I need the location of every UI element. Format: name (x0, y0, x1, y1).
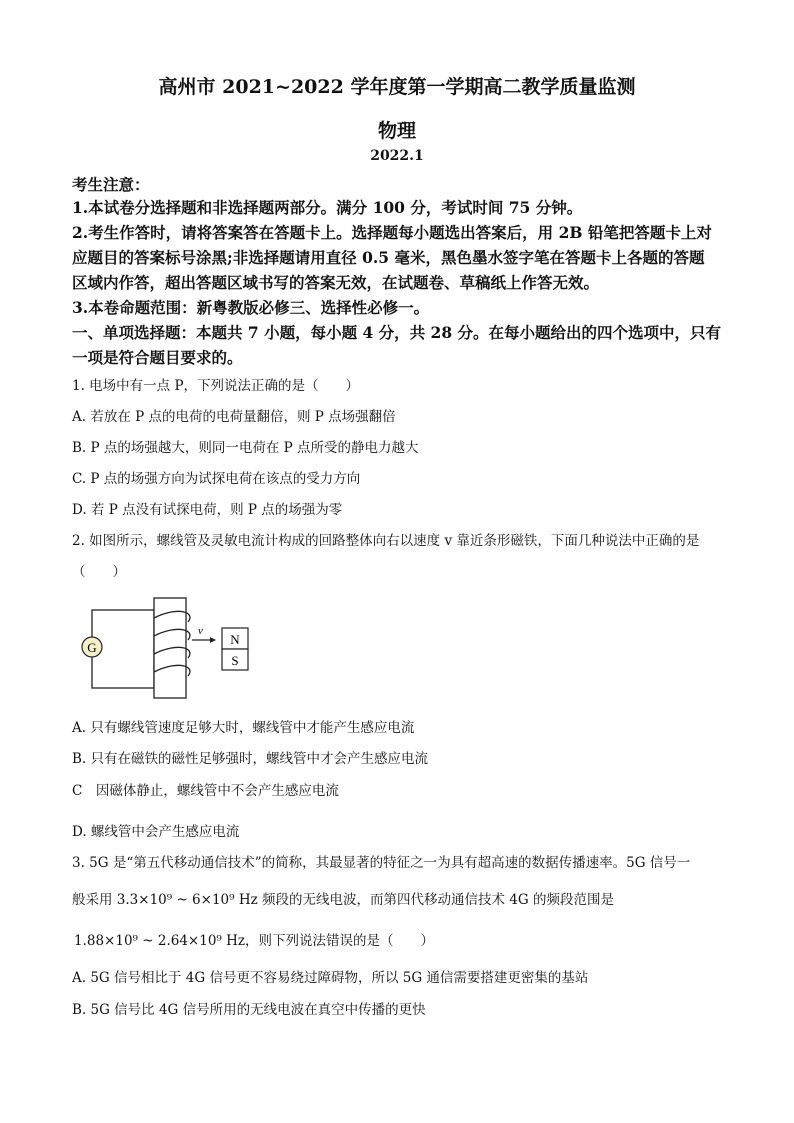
q1-option-c: C. P 点的场强方向为试探电荷在该点的受力方向 (72, 471, 361, 487)
notice-heading: 考生注意： (72, 175, 150, 194)
q2-option-b: B. 只有在磁铁的磁性足够强时，螺线管中才会产生感应电流 (72, 751, 429, 767)
q1-stem: 1. 电场中有一点 P，下列说法正确的是（ ） (72, 378, 360, 394)
q3-option-b: B. 5G 信号比 4G 信号所用的无线电波在真空中传播的更快 (72, 1002, 426, 1018)
q3-option-a: A. 5G 信号相比于 4G 信号更不容易绕过障碍物，所以 5G 通信需要搭建更密集的基站 (72, 970, 589, 986)
notice-line: 2.考生作答时，请将答案答在答题卡上。选择题每小题选出答案后，用 2B 铅笔把答题卡上对 (72, 223, 712, 242)
arrowhead-icon (210, 637, 216, 643)
q2-stem-cont: （ ） (72, 564, 126, 580)
subject-title: 物理 (377, 120, 416, 142)
solenoid-figure (70, 592, 260, 704)
q3-stem-cont: 般采用 3.3×10⁹ ~ 6×10⁹ Hz 频段的无线电波，而第四代移动通信技术 4G 的频段范围是 (72, 892, 614, 908)
q1-option-d: D. 若 P 点没有试探电荷，则 P 点的场强为零 (72, 502, 343, 518)
notice-line: 1.本试卷分选择题和非选择题两部分。满分 100 分，考试时间 75 分钟。 (72, 198, 583, 217)
q3-stem: 3. 5G 是“第五代移动通信技术”的简称，其最显著的特征之一为具有超高速的数据传播速率。5G 信号一 (72, 855, 691, 871)
q2-option-a: A. 只有螺线管速度足够大时，螺线管中才能产生感应电流 (72, 720, 415, 736)
magnet-north-label: N (230, 632, 240, 647)
exam-title: 高州市 2021~2022 学年度第一学期高二教学质量监测 (158, 76, 636, 98)
exam-date: 2022.1 (370, 148, 424, 164)
velocity-label: v (198, 625, 203, 637)
galvanometer-label: G (87, 640, 97, 655)
section-heading: 一、单项选择题：本题共 7 小题，每小题 4 分，共 28 分。在每小题给出的四个选项中，只有 (72, 323, 722, 342)
q2-option-d: D. 螺线管中会产生感应电流 (72, 824, 240, 840)
q2-option-c: C 因磁体静止，螺线管中不会产生感应电流 (72, 783, 339, 799)
notice-line: 区域内作答，超出答题区域书写的答案无效，在试题卷、草稿纸上作答无效。 (72, 273, 600, 292)
section-heading-cont: 一项是符合题目要求的。 (72, 348, 243, 367)
q1-option-a: A. 若放在 P 点的电荷的电荷量翻倍，则 P 点场强翻倍 (72, 409, 396, 425)
q2-stem: 2. 如图所示，螺线管及灵敏电流计构成的回路整体向右以速度 v 靠近条形磁铁，下面几种说法中正确的是 (72, 533, 700, 549)
magnet-south-label: S (231, 653, 239, 668)
q3-stem-cont: 1.88×10⁹ ~ 2.64×10⁹ Hz，则下列说法错误的是（ ） (74, 933, 434, 949)
notice-line: 3.本卷命题范围：新粤教版必修三、选择性必修一。 (72, 298, 430, 317)
notice-line: 应题目的答案标号涂黑;非选择题请用直径 0.5 毫米，黑色墨水签字笔在答题卡上各题的答题 (72, 248, 705, 267)
q1-option-b: B. P 点的场强越大，则同一电荷在 P 点所受的静电力越大 (72, 440, 419, 456)
